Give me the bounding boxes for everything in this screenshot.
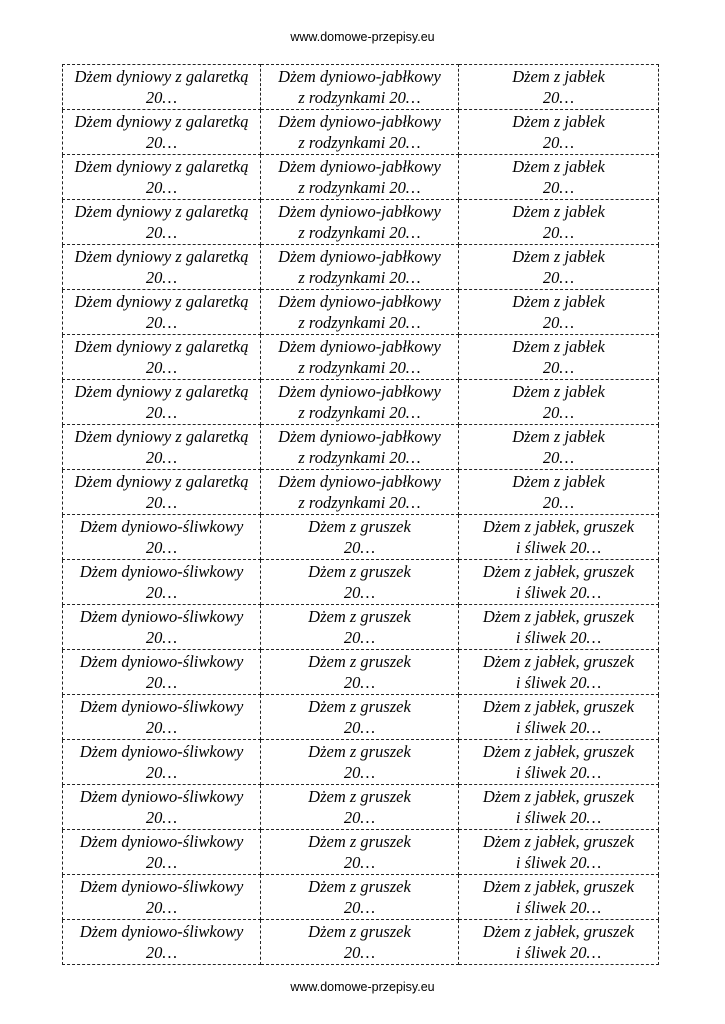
jar-label-year: 20… bbox=[145, 88, 178, 107]
jar-label bbox=[63, 605, 261, 650]
jar-label bbox=[261, 335, 459, 380]
jar-label-name: Dżem z jabłek bbox=[512, 202, 605, 221]
jar-label-name: Dżem dyniowo-śliwkowy bbox=[79, 562, 244, 581]
jar-label bbox=[459, 740, 659, 785]
jar-label bbox=[63, 155, 261, 200]
jar-label-name: Dżem dyniowo-śliwkowy bbox=[79, 517, 244, 536]
jar-label-year: 20… bbox=[145, 898, 178, 917]
jar-label-year: 20… bbox=[145, 133, 178, 152]
label-grid bbox=[62, 64, 659, 965]
label-row bbox=[63, 245, 659, 290]
jar-label-year: z rodzynkami 20… bbox=[298, 358, 421, 377]
jar-label-year: z rodzynkami 20… bbox=[298, 88, 421, 107]
jar-label bbox=[261, 380, 459, 425]
jar-label bbox=[63, 200, 261, 245]
jar-label bbox=[459, 875, 659, 920]
jar-label-name: Dżem dyniowy z galaretką bbox=[74, 112, 249, 131]
label-row bbox=[63, 830, 659, 875]
jar-label-year: 20… bbox=[145, 313, 178, 332]
jar-label-name: Dżem dyniowo-śliwkowy bbox=[79, 922, 244, 941]
jar-label-year: z rodzynkami 20… bbox=[298, 133, 421, 152]
jar-label bbox=[261, 560, 459, 605]
jar-label bbox=[261, 695, 459, 740]
jar-label-year: z rodzynkami 20… bbox=[298, 223, 421, 242]
jar-label bbox=[63, 560, 261, 605]
jar-label-name: Dżem z jabłek bbox=[512, 427, 605, 446]
jar-label-name: Dżem z jabłek, gruszek bbox=[482, 877, 635, 896]
jar-label-year: 20… bbox=[145, 448, 178, 467]
jar-label-name: Dżem z gruszek bbox=[308, 517, 411, 536]
jar-label-name: Dżem dyniowy z galaretką bbox=[74, 427, 249, 446]
jar-label bbox=[261, 290, 459, 335]
jar-label bbox=[261, 830, 459, 875]
jar-label-year: 20… bbox=[343, 718, 376, 737]
jar-label bbox=[63, 470, 261, 515]
label-row bbox=[63, 110, 659, 155]
jar-label-name: Dżem z jabłek bbox=[512, 292, 605, 311]
jar-label-year: 20… bbox=[343, 628, 376, 647]
jar-label bbox=[261, 65, 459, 110]
jar-label-name: Dżem z gruszek bbox=[308, 922, 411, 941]
jar-label-name: Dżem dyniowo-jabłkowy bbox=[278, 427, 441, 446]
jar-label-year: 20… bbox=[145, 223, 178, 242]
jar-label-year: i śliwek 20… bbox=[515, 583, 602, 602]
jar-label-name: Dżem z jabłek, gruszek bbox=[482, 517, 635, 536]
jar-label-name: Dżem z jabłek, gruszek bbox=[482, 697, 635, 716]
jar-label bbox=[261, 155, 459, 200]
jar-label bbox=[63, 245, 261, 290]
jar-label-year: 20… bbox=[542, 223, 575, 242]
jar-label bbox=[459, 515, 659, 560]
jar-label bbox=[63, 875, 261, 920]
jar-label bbox=[261, 875, 459, 920]
jar-label-year: i śliwek 20… bbox=[515, 943, 602, 962]
jar-label-name: Dżem z gruszek bbox=[308, 562, 411, 581]
jar-label bbox=[459, 380, 659, 425]
jar-label-year: 20… bbox=[542, 358, 575, 377]
jar-label-name: Dżem dyniowy z galaretką bbox=[74, 202, 249, 221]
jar-label-year: 20… bbox=[145, 763, 178, 782]
jar-label-year: 20… bbox=[542, 268, 575, 287]
jar-label-name: Dżem dyniowo-jabłkowy bbox=[278, 112, 441, 131]
jar-label-year: 20… bbox=[343, 808, 376, 827]
jar-label bbox=[459, 920, 659, 965]
label-row bbox=[63, 785, 659, 830]
jar-label-year: 20… bbox=[542, 133, 575, 152]
jar-label bbox=[63, 695, 261, 740]
footer-url: www.domowe-przepisy.eu bbox=[290, 980, 435, 994]
jar-label-name: Dżem dyniowo-jabłkowy bbox=[278, 202, 441, 221]
jar-label bbox=[459, 155, 659, 200]
jar-label-name: Dżem z gruszek bbox=[308, 787, 411, 806]
jar-label-name: Dżem dyniowy z galaretką bbox=[74, 382, 249, 401]
label-row bbox=[63, 515, 659, 560]
jar-label-name: Dżem dyniowo-jabłkowy bbox=[278, 292, 441, 311]
jar-label-year: i śliwek 20… bbox=[515, 808, 602, 827]
jar-label bbox=[63, 515, 261, 560]
jar-label-year: 20… bbox=[145, 718, 178, 737]
jar-label bbox=[261, 425, 459, 470]
jar-label-year: 20… bbox=[343, 898, 376, 917]
jar-label-year: 20… bbox=[145, 943, 178, 962]
jar-label bbox=[261, 515, 459, 560]
jar-label-name: Dżem z gruszek bbox=[308, 742, 411, 761]
jar-label-name: Dżem dyniowo-jabłkowy bbox=[278, 337, 441, 356]
jar-label-year: 20… bbox=[542, 313, 575, 332]
label-row bbox=[63, 605, 659, 650]
jar-label-name: Dżem dyniowy z galaretką bbox=[74, 337, 249, 356]
jar-label-name: Dżem z gruszek bbox=[308, 607, 411, 626]
label-row bbox=[63, 65, 659, 110]
label-row bbox=[63, 920, 659, 965]
jar-label-year: 20… bbox=[542, 88, 575, 107]
jar-label-year: i śliwek 20… bbox=[515, 673, 602, 692]
jar-label-name: Dżem z gruszek bbox=[308, 832, 411, 851]
jar-label-name: Dżem z jabłek, gruszek bbox=[482, 607, 635, 626]
jar-label-year: i śliwek 20… bbox=[515, 628, 602, 647]
jar-label-name: Dżem dyniowo-śliwkowy bbox=[79, 607, 244, 626]
jar-label bbox=[459, 425, 659, 470]
jar-label-name: Dżem z jabłek bbox=[512, 337, 605, 356]
jar-label-year: 20… bbox=[145, 178, 178, 197]
jar-label-year: 20… bbox=[145, 538, 178, 557]
jar-label bbox=[459, 560, 659, 605]
jar-label bbox=[63, 290, 261, 335]
jar-label bbox=[63, 740, 261, 785]
jar-label-name: Dżem dyniowo-jabłkowy bbox=[278, 472, 441, 491]
jar-label bbox=[459, 110, 659, 155]
jar-label-name: Dżem dyniowy z galaretką bbox=[74, 472, 249, 491]
jar-label-year: z rodzynkami 20… bbox=[298, 493, 421, 512]
jar-label bbox=[459, 470, 659, 515]
jar-label-name: Dżem dyniowo-jabłkowy bbox=[278, 247, 441, 266]
jar-label bbox=[63, 335, 261, 380]
jar-label-name: Dżem dyniowo-jabłkowy bbox=[278, 157, 441, 176]
label-row bbox=[63, 650, 659, 695]
label-row bbox=[63, 695, 659, 740]
jar-label bbox=[261, 110, 459, 155]
jar-label-name: Dżem z gruszek bbox=[308, 652, 411, 671]
jar-label-year: 20… bbox=[145, 628, 178, 647]
jar-label bbox=[63, 65, 261, 110]
jar-label-name: Dżem z jabłek bbox=[512, 382, 605, 401]
jar-label-year: 20… bbox=[145, 403, 178, 422]
jar-label-name: Dżem z jabłek, gruszek bbox=[482, 832, 635, 851]
jar-label-year: 20… bbox=[343, 538, 376, 557]
jar-label-name: Dżem dyniowo-jabłkowy bbox=[278, 67, 441, 86]
jar-label bbox=[63, 650, 261, 695]
jar-label-name: Dżem z jabłek bbox=[512, 157, 605, 176]
jar-label bbox=[459, 65, 659, 110]
label-row bbox=[63, 740, 659, 785]
jar-label bbox=[459, 290, 659, 335]
label-row bbox=[63, 380, 659, 425]
label-row bbox=[63, 290, 659, 335]
label-grid-body bbox=[63, 65, 659, 965]
jar-label-year: 20… bbox=[542, 493, 575, 512]
jar-label-name: Dżem dyniowo-jabłkowy bbox=[278, 382, 441, 401]
jar-label bbox=[261, 785, 459, 830]
jar-label bbox=[261, 245, 459, 290]
jar-label-year: 20… bbox=[343, 763, 376, 782]
jar-label bbox=[261, 740, 459, 785]
jar-label-year: 20… bbox=[343, 583, 376, 602]
jar-label-name: Dżem z jabłek, gruszek bbox=[482, 562, 635, 581]
jar-label-name: Dżem dyniowo-śliwkowy bbox=[79, 877, 244, 896]
label-row bbox=[63, 425, 659, 470]
jar-label-year: z rodzynkami 20… bbox=[298, 268, 421, 287]
jar-label-name: Dżem z jabłek, gruszek bbox=[482, 922, 635, 941]
jar-label-year: z rodzynkami 20… bbox=[298, 448, 421, 467]
jar-label-name: Dżem dyniowy z galaretką bbox=[74, 157, 249, 176]
jar-label-name: Dżem dyniowy z galaretką bbox=[74, 67, 249, 86]
jar-label bbox=[63, 830, 261, 875]
jar-label bbox=[459, 695, 659, 740]
jar-label-year: i śliwek 20… bbox=[515, 763, 602, 782]
jar-label-year: 20… bbox=[145, 853, 178, 872]
jar-label-name: Dżem z jabłek, gruszek bbox=[482, 652, 635, 671]
jar-label-year: z rodzynkami 20… bbox=[298, 403, 421, 422]
jar-label-year: 20… bbox=[145, 583, 178, 602]
label-row bbox=[63, 155, 659, 200]
jar-label-name: Dżem z jabłek bbox=[512, 472, 605, 491]
jar-label-year: 20… bbox=[343, 853, 376, 872]
jar-label-name: Dżem dyniowo-śliwkowy bbox=[79, 697, 244, 716]
jar-label bbox=[63, 110, 261, 155]
jar-label-name: Dżem z jabłek bbox=[512, 67, 605, 86]
jar-label-name: Dżem z jabłek bbox=[512, 112, 605, 131]
jar-label bbox=[261, 470, 459, 515]
jar-label bbox=[459, 200, 659, 245]
jar-label-year: i śliwek 20… bbox=[515, 538, 602, 557]
jar-label-name: Dżem z gruszek bbox=[308, 877, 411, 896]
jar-label-year: 20… bbox=[145, 268, 178, 287]
jar-label-name: Dżem z jabłek, gruszek bbox=[482, 742, 635, 761]
jar-label bbox=[261, 920, 459, 965]
jar-label bbox=[459, 650, 659, 695]
jar-label-year: i śliwek 20… bbox=[515, 853, 602, 872]
label-row bbox=[63, 200, 659, 245]
jar-label-name: Dżem dyniowy z galaretką bbox=[74, 247, 249, 266]
jar-label-year: 20… bbox=[145, 673, 178, 692]
label-row bbox=[63, 335, 659, 380]
jar-label-year: z rodzynkami 20… bbox=[298, 313, 421, 332]
jar-label-year: 20… bbox=[542, 178, 575, 197]
label-row bbox=[63, 470, 659, 515]
jar-label bbox=[63, 425, 261, 470]
jar-label-year: 20… bbox=[145, 358, 178, 377]
label-row bbox=[63, 560, 659, 605]
jar-label-year: 20… bbox=[145, 808, 178, 827]
jar-label-year: i śliwek 20… bbox=[515, 898, 602, 917]
jar-label bbox=[261, 650, 459, 695]
jar-label bbox=[63, 380, 261, 425]
header-url: www.domowe-przepisy.eu bbox=[290, 30, 435, 44]
jar-label-year: i śliwek 20… bbox=[515, 718, 602, 737]
jar-label bbox=[261, 605, 459, 650]
jar-label-year: 20… bbox=[145, 493, 178, 512]
jar-label-name: Dżem dyniowo-śliwkowy bbox=[79, 742, 244, 761]
jar-label bbox=[261, 200, 459, 245]
jar-label bbox=[459, 785, 659, 830]
label-row bbox=[63, 875, 659, 920]
jar-label-year: 20… bbox=[542, 448, 575, 467]
jar-label-name: Dżem dyniowo-śliwkowy bbox=[79, 652, 244, 671]
jar-label-name: Dżem z gruszek bbox=[308, 697, 411, 716]
jar-label-year: 20… bbox=[343, 673, 376, 692]
jar-label-name: Dżem z jabłek bbox=[512, 247, 605, 266]
jar-label-name: Dżem z jabłek, gruszek bbox=[482, 787, 635, 806]
jar-label-name: Dżem dyniowy z galaretką bbox=[74, 292, 249, 311]
jar-label bbox=[459, 605, 659, 650]
jar-label bbox=[63, 785, 261, 830]
jar-label-year: z rodzynkami 20… bbox=[298, 178, 421, 197]
jar-label bbox=[459, 335, 659, 380]
jar-label bbox=[63, 920, 261, 965]
jar-label-name: Dżem dyniowo-śliwkowy bbox=[79, 832, 244, 851]
jar-label bbox=[459, 830, 659, 875]
jar-label bbox=[459, 245, 659, 290]
jar-label-year: 20… bbox=[343, 943, 376, 962]
jar-label-year: 20… bbox=[542, 403, 575, 422]
jar-label-name: Dżem dyniowo-śliwkowy bbox=[79, 787, 244, 806]
